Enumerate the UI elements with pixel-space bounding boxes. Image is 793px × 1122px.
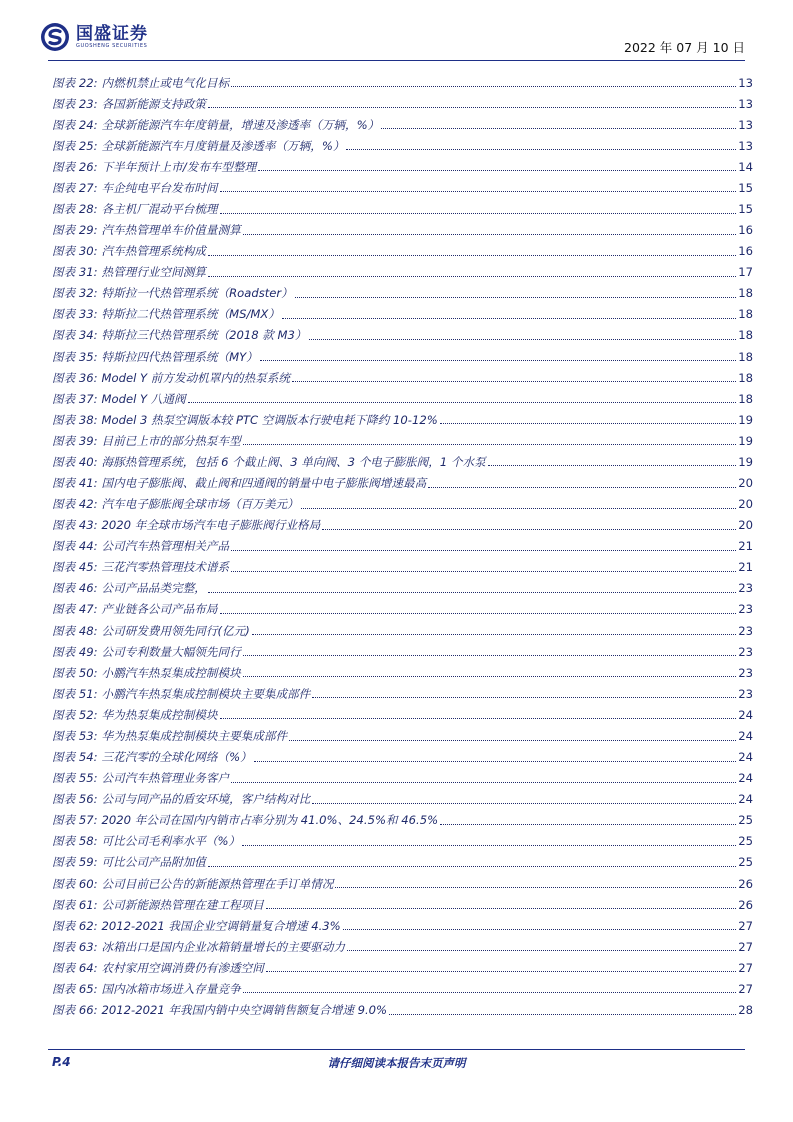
toc-entry-label: 图表 63: (52, 939, 98, 954)
toc-entry-title: 国内冰箱市场进入存量竞争 (101, 981, 241, 996)
toc-leader-dots (208, 106, 736, 108)
toc-entry-page: 18 (738, 370, 753, 385)
toc-entry-title: 下半年预计上市/发布车型整理 (101, 159, 257, 174)
toc-leader-dots (231, 85, 736, 87)
toc-entry-label: 图表 39: (52, 433, 98, 448)
toc-entry-title: 公司产品品类完整， (101, 581, 206, 596)
toc-leader-dots (188, 401, 737, 403)
page-header (0, 0, 793, 62)
toc-entry[interactable] (52, 451, 753, 472)
toc-entry-page: 23 (738, 602, 753, 617)
toc-entry-title: 公司研发费用领先同行(亿元) (101, 623, 250, 638)
toc-entry[interactable] (52, 831, 753, 852)
toc-entry-page: 27 (738, 918, 753, 933)
toc-entry-label: 图表 56: (52, 792, 98, 807)
toc-entry-title: Model 3 热泵空调版本较 PTC 空调版本行驶电耗下降约 10-12% (101, 412, 438, 427)
toc-entry-title: 各国新能源支持政策 (101, 96, 206, 111)
toc-entry-label: 图表 26: (52, 159, 98, 174)
toc-leader-dots (208, 865, 736, 867)
toc-entry-label: 图表 59: (52, 855, 98, 870)
table-of-figures (52, 72, 753, 1021)
toc-entry-title: 特斯拉四代热管理系统（MY） (101, 349, 258, 364)
toc-entry[interactable] (52, 999, 753, 1020)
toc-entry-label: 图表 25: (52, 138, 98, 153)
toc-entry-page: 13 (738, 75, 753, 90)
toc-entry-label: 图表 43: (52, 518, 98, 533)
toc-entry[interactable] (52, 789, 753, 810)
toc-entry[interactable] (52, 304, 753, 325)
toc-entry-page: 24 (738, 792, 753, 807)
toc-entry[interactable] (52, 768, 753, 789)
toc-entry-title: 海豚热管理系统，包括 6 个截止阀、3 单向阀、3 个电子膨胀阀，1 个水泵 (101, 454, 486, 469)
toc-leader-dots (243, 233, 737, 235)
toc-entry-page: 27 (738, 939, 753, 954)
toc-entry-title: 三花汽零热管理技术谱系 (101, 560, 230, 575)
toc-entry[interactable] (52, 536, 753, 557)
toc-entry[interactable] (52, 283, 753, 304)
toc-entry-page: 16 (738, 223, 753, 238)
toc-entry-page: 20 (738, 518, 753, 533)
toc-entry-page: 15 (738, 180, 753, 195)
toc-leader-dots (220, 212, 737, 214)
toc-leader-dots (312, 802, 736, 804)
toc-entry[interactable] (52, 198, 753, 219)
toc-entry[interactable] (52, 346, 753, 367)
toc-entry-page: 26 (738, 876, 753, 891)
toc-entry[interactable] (52, 957, 753, 978)
toc-entry-title: 全球新能源汽车月度销量及渗透率（万辆，%） (101, 138, 345, 153)
toc-entry-label: 图表 41: (52, 476, 98, 491)
toc-leader-dots (266, 970, 736, 972)
toc-entry-page: 28 (738, 1002, 753, 1017)
toc-entry-label: 图表 42: (52, 497, 98, 512)
toc-entry[interactable] (52, 409, 753, 430)
toc-entry-page: 23 (738, 644, 753, 659)
toc-entry-page: 19 (738, 454, 753, 469)
toc-entry-label: 图表 31: (52, 265, 98, 280)
toc-entry-title: 华为热泵集成控制模块主要集成部件 (101, 728, 288, 743)
toc-entry-title: 特斯拉二代热管理系统（MS/MX） (101, 307, 280, 322)
toc-entry-page: 20 (738, 476, 753, 491)
toc-entry[interactable] (52, 472, 753, 493)
toc-leader-dots (254, 760, 737, 762)
toc-entry-title: 热管理行业空间测算 (101, 265, 206, 280)
toc-entry[interactable] (52, 915, 753, 936)
toc-entry-label: 图表 28: (52, 202, 98, 216)
toc-entry-page: 14 (738, 159, 753, 174)
toc-entry-page: 24 (738, 771, 753, 786)
toc-entry-page: 20 (738, 497, 753, 512)
toc-entry-label: 图表 61: (52, 897, 98, 912)
toc-leader-dots (243, 675, 737, 677)
toc-entry[interactable] (52, 662, 753, 683)
toc-leader-dots (208, 275, 736, 277)
toc-entry-label: 图表 54: (52, 750, 98, 765)
toc-entry-page: 24 (738, 707, 753, 722)
toc-leader-dots (231, 570, 736, 572)
toc-entry[interactable] (52, 177, 753, 198)
toc-entry-label: 图表 40: (52, 454, 98, 469)
toc-entry[interactable] (52, 578, 753, 599)
toc-leader-dots (258, 169, 736, 171)
toc-leader-dots (243, 443, 737, 445)
toc-entry-page: 25 (738, 855, 753, 870)
toc-leader-dots (295, 296, 736, 298)
toc-entry-label: 图表 46: (52, 581, 98, 596)
toc-entry-title: 特斯拉三代热管理系统（2018 款 M3） (101, 328, 307, 343)
toc-entry-label: 图表 24: (52, 117, 98, 132)
toc-entry[interactable] (52, 220, 753, 241)
toc-entry-title: 公司与同产品的盾安环境，客户结构对比 (101, 792, 311, 807)
toc-entry-label: 图表 33: (52, 307, 98, 322)
toc-entry-title: 车企纯电平台发布时间 (101, 180, 218, 195)
brand-name-cn: 国盛证券 (76, 23, 148, 44)
toc-entry[interactable] (52, 367, 753, 388)
toc-entry[interactable] (52, 241, 753, 262)
toc-entry-page: 21 (738, 560, 753, 575)
toc-entry-label: 图表 58: (52, 834, 98, 849)
toc-leader-dots (289, 739, 736, 741)
toc-entry-label: 图表 30: (52, 244, 98, 259)
toc-entry[interactable] (52, 325, 753, 346)
toc-leader-dots (252, 633, 737, 635)
toc-entry-label: 图表 32: (52, 286, 98, 301)
toc-entry-label: 图表 49: (52, 644, 98, 659)
toc-entry-label: 图表 50: (52, 665, 98, 680)
toc-entry-title: 公司新能源热管理在建工程项目 (101, 897, 264, 912)
toc-leader-dots (220, 190, 737, 192)
toc-entry[interactable] (52, 683, 753, 704)
toc-entry[interactable] (52, 810, 753, 831)
toc-entry-page: 18 (738, 328, 753, 343)
toc-entry-title: 内燃机禁止或电气化目标 (101, 75, 230, 90)
toc-entry-page: 23 (738, 581, 753, 596)
toc-entry-label: 图表 23: (52, 96, 98, 111)
toc-entry-label: 图表 51: (52, 686, 98, 701)
toc-entry-label: 图表 36: (52, 370, 98, 385)
toc-entry-title: 2012-2021 年我国内销中央空调销售额复合增速 9.0% (101, 1002, 388, 1017)
toc-entry[interactable] (52, 494, 753, 515)
toc-leader-dots (231, 549, 736, 551)
toc-entry-page: 24 (738, 750, 753, 765)
toc-entry-title: 公司目前已公告的新能源热管理在手订单情况 (101, 876, 334, 891)
toc-entry[interactable] (52, 641, 753, 662)
toc-entry-title: 国内电子膨胀阀、截止阀和四通阀的销量中电子膨胀阀增速最高 (101, 476, 427, 491)
toc-entry-page: 27 (738, 960, 753, 975)
toc-leader-dots (208, 254, 736, 256)
footer-divider (48, 1049, 745, 1050)
toc-entry-label: 图表 66: (52, 1002, 98, 1017)
toc-entry-label: 图表 29: (52, 223, 98, 238)
toc-leader-dots (208, 591, 736, 593)
brand-logo (40, 22, 148, 52)
toc-entry-title: 目前已上市的部分热泵车型 (101, 433, 241, 448)
toc-entry-page: 16 (738, 244, 753, 259)
toc-entry[interactable] (52, 936, 753, 957)
toc-entry-title: 冰箱出口是国内企业冰箱销量增长的主要驱动力 (101, 939, 346, 954)
toc-entry-page: 23 (738, 686, 753, 701)
toc-leader-dots (301, 507, 737, 509)
toc-entry-title: 小鹏汽车热泵集成控制模块 (101, 665, 241, 680)
toc-entry-page: 17 (738, 265, 753, 280)
toc-entry-title: 公司汽车热管理业务客户 (101, 771, 230, 786)
toc-leader-dots (440, 823, 736, 825)
toc-entry-label: 图表 47: (52, 602, 98, 617)
toc-entry-title: 公司汽车热管理相关产品 (101, 539, 230, 554)
toc-entry[interactable] (52, 515, 753, 536)
toc-leader-dots (343, 928, 737, 930)
toc-entry[interactable] (52, 852, 753, 873)
toc-leader-dots (266, 907, 736, 909)
toc-entry-label: 图表 44: (52, 539, 98, 554)
toc-leader-dots (428, 486, 736, 488)
guosheng-logo-icon (40, 22, 70, 52)
toc-entry-title: 可比公司毛利率水平（%） (101, 834, 241, 849)
toc-entry-label: 图表 60: (52, 876, 98, 891)
toc-entry[interactable] (52, 72, 753, 93)
toc-entry[interactable] (52, 599, 753, 620)
toc-leader-dots (381, 127, 736, 129)
toc-entry-title: Model Y 前方发动机罩内的热泵系统 (101, 370, 290, 385)
toc-entry[interactable] (52, 873, 753, 894)
toc-entry-page: 13 (738, 117, 753, 132)
toc-entry-label: 图表 37: (52, 391, 98, 406)
toc-leader-dots (322, 528, 736, 530)
toc-entry[interactable] (52, 262, 753, 283)
toc-leader-dots (243, 991, 737, 993)
toc-entry-label: 图表 52: (52, 707, 98, 722)
toc-entry-label: 图表 62: (52, 918, 98, 933)
toc-entry-page: 19 (738, 433, 753, 448)
toc-leader-dots (220, 717, 737, 719)
toc-entry-title: 三花汽零的全球化网络（%） (101, 750, 252, 765)
toc-entry[interactable] (52, 725, 753, 746)
toc-leader-dots (243, 654, 737, 656)
toc-entry-page: 18 (738, 286, 753, 301)
toc-leader-dots (309, 338, 737, 340)
toc-leader-dots (242, 844, 736, 846)
brand-name-en: GUOSHENG SECURITIES (76, 42, 148, 49)
toc-entry-title: 汽车电子膨胀阀全球市场（百万美元） (101, 497, 299, 512)
toc-entry-title: 2012-2021 我国企业空调销量复合增速 4.3% (101, 918, 341, 933)
toc-entry[interactable] (52, 388, 753, 409)
toc-entry-label: 图表 45: (52, 560, 98, 575)
toc-leader-dots (231, 781, 736, 783)
toc-entry-title: 华为热泵集成控制模块 (101, 707, 218, 722)
toc-entry-page: 25 (738, 834, 753, 849)
toc-entry-title: 2020 年全球市场汽车电子膨胀阀行业格局 (101, 518, 321, 533)
toc-entry-title: 2020 年公司在国内内销市占率分别为 41.0%、24.5%和 46.5% (101, 813, 439, 828)
toc-entry-page: 18 (738, 391, 753, 406)
toc-entry[interactable] (52, 557, 753, 578)
toc-entry-page: 21 (738, 539, 753, 554)
toc-entry-page: 19 (738, 412, 753, 427)
toc-entry-page: 23 (738, 623, 753, 638)
toc-entry-page: 18 (738, 307, 753, 322)
toc-entry-page: 26 (738, 897, 753, 912)
toc-entry-label: 图表 65: (52, 981, 98, 996)
toc-leader-dots (260, 359, 736, 361)
toc-entry-page: 13 (738, 138, 753, 153)
toc-leader-dots (389, 1013, 736, 1015)
toc-entry-label: 图表 22: (52, 75, 98, 90)
toc-entry-page: 15 (738, 202, 753, 216)
toc-entry-label: 图表 48: (52, 623, 98, 638)
toc-leader-dots (282, 317, 736, 319)
toc-entry-label: 图表 53: (52, 728, 98, 743)
toc-entry-title: 可比公司产品附加值 (101, 855, 206, 870)
toc-entry-label: 图表 64: (52, 960, 98, 975)
toc-entry-label: 图表 55: (52, 771, 98, 786)
toc-leader-dots (346, 148, 736, 150)
toc-entry-label: 图表 34: (52, 328, 98, 343)
page-number: P.4 (52, 1055, 71, 1069)
toc-entry-title: 产业链各公司产品布局 (101, 602, 218, 617)
toc-entry[interactable] (52, 93, 753, 114)
toc-entry-title: 小鹏汽车热泵集成控制模块主要集成部件 (101, 686, 311, 701)
toc-entry-title: 特斯拉一代热管理系统（Roadster） (101, 286, 293, 301)
toc-leader-dots (335, 886, 736, 888)
toc-entry-title: 农村家用空调消费仍有渗透空间 (101, 960, 264, 975)
report-date: 2022 年 07 月 10 日 (624, 40, 745, 55)
toc-entry[interactable] (52, 978, 753, 999)
toc-entry-page: 23 (738, 665, 753, 680)
toc-entry[interactable] (52, 747, 753, 768)
disclaimer-text: 请仔细阅读本报告末页声明 (327, 1056, 466, 1070)
toc-entry-label: 图表 38: (52, 412, 98, 427)
toc-entry[interactable] (52, 620, 753, 641)
toc-entry[interactable] (52, 894, 753, 915)
toc-leader-dots (292, 380, 736, 382)
toc-leader-dots (488, 464, 737, 466)
toc-entry[interactable] (52, 704, 753, 725)
toc-entry[interactable] (52, 430, 753, 451)
toc-entry-title: 全球新能源汽车年度销量，增速及渗透率（万辆，%） (101, 117, 380, 132)
toc-leader-dots (220, 612, 737, 614)
toc-entry-page: 27 (738, 981, 753, 996)
toc-leader-dots (440, 422, 737, 424)
toc-entry-label: 图表 57: (52, 813, 98, 828)
toc-entry-page: 13 (738, 96, 753, 111)
toc-entry-title: 各主机厂混动平台梳理 (101, 202, 218, 216)
toc-entry-page: 18 (738, 349, 753, 364)
toc-entry[interactable] (52, 156, 753, 177)
toc-entry[interactable] (52, 135, 753, 156)
toc-entry-title: 公司专利数量大幅领先同行 (101, 644, 241, 659)
toc-entry-label: 图表 27: (52, 180, 98, 195)
toc-leader-dots (347, 949, 736, 951)
toc-entry-label: 图表 35: (52, 349, 98, 364)
toc-entry[interactable] (52, 114, 753, 135)
toc-entry-title: Model Y 八通阀 (101, 391, 186, 406)
toc-entry-title: 汽车热管理系统构成 (101, 244, 206, 259)
toc-entry-page: 25 (738, 813, 753, 828)
toc-entry-page: 24 (738, 728, 753, 743)
toc-leader-dots (312, 696, 736, 698)
header-divider (48, 60, 745, 61)
toc-entry-title: 汽车热管理单车价值量测算 (101, 223, 241, 238)
